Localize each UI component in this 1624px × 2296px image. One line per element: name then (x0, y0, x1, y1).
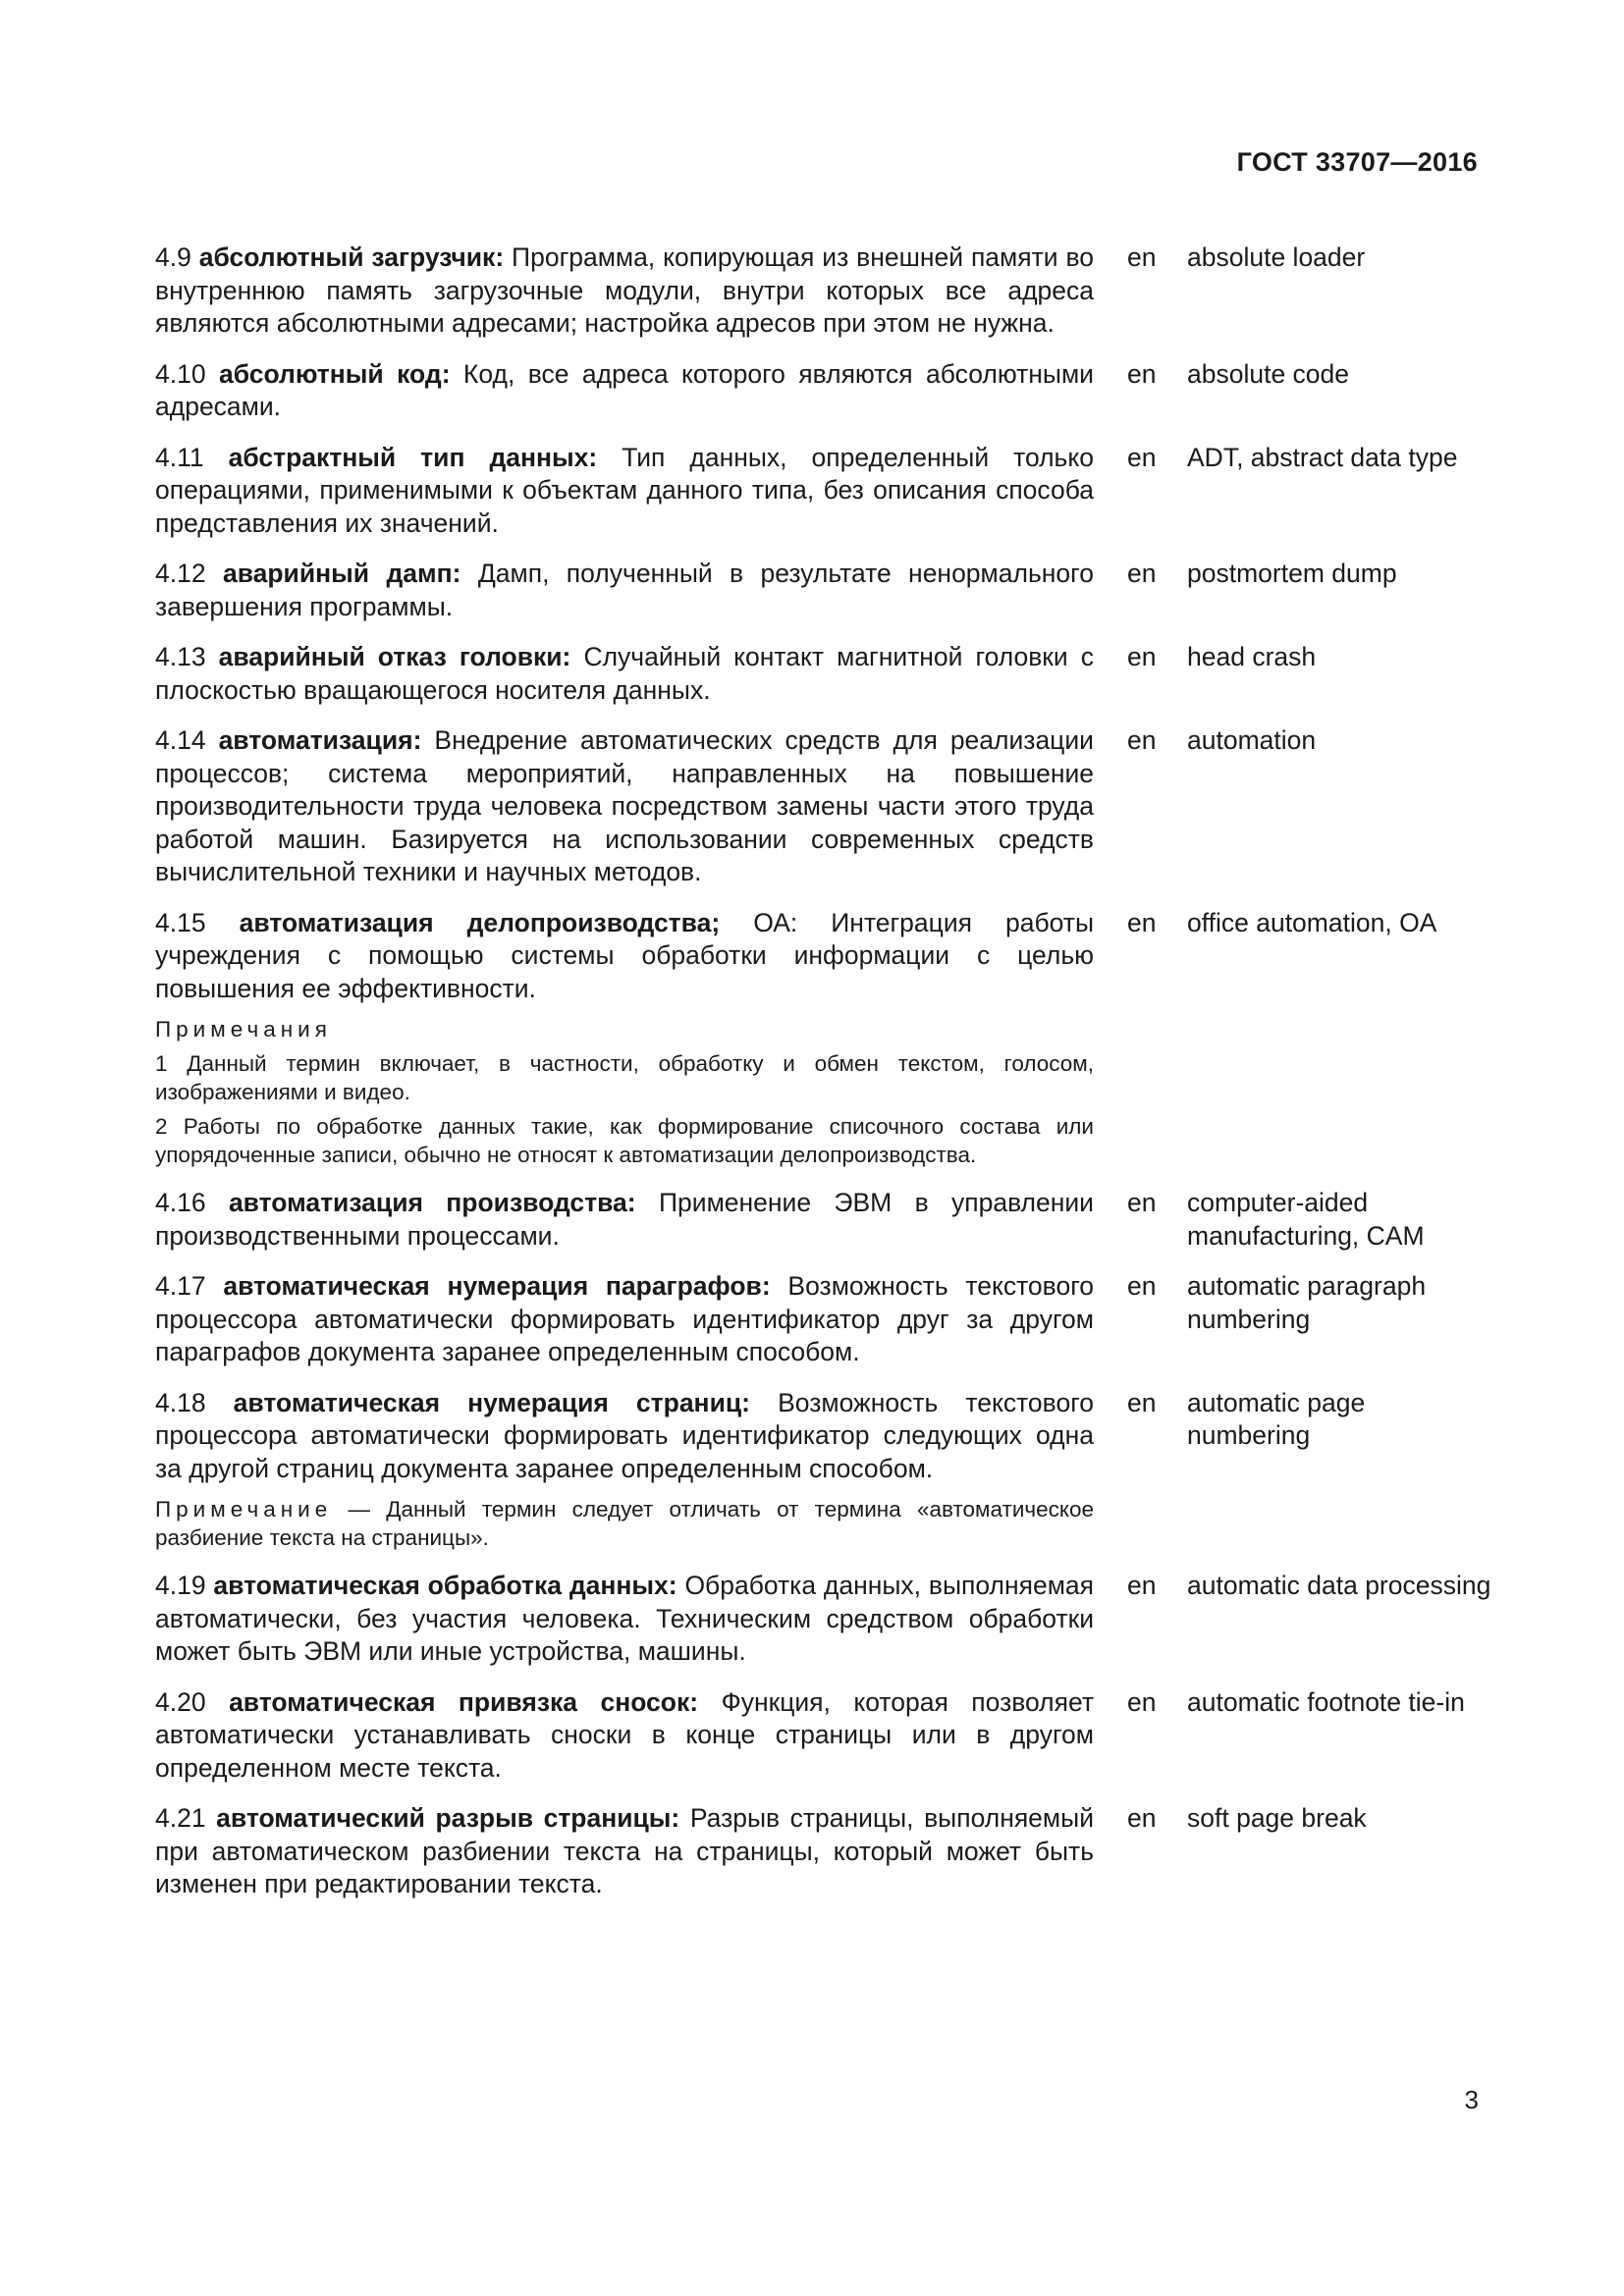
language-code: en (1127, 1686, 1157, 1717)
term-entry (155, 558, 1490, 623)
term-entry (155, 241, 1490, 341)
term-ru: автоматический разрыв страницы: (216, 1803, 680, 1833)
term-entry (155, 1686, 1490, 1786)
term-number: 4.21 (155, 1803, 206, 1833)
definition-text: Применение ЭВМ в управлении производственными процессами. (155, 1188, 1094, 1251)
term-definition (155, 241, 1094, 341)
term-english: postmortem dump (1187, 559, 1397, 588)
term-number: 4.14 (155, 725, 206, 755)
standard-header: ГОСТ 33707—2016 (1236, 147, 1478, 177)
term-english: absolute code (1187, 358, 1350, 389)
language-code: en (1127, 1571, 1157, 1600)
term-number: 4.12 (155, 559, 206, 588)
term-ru: автоматическая нумерация страниц: (233, 1387, 750, 1417)
term-definition (155, 1802, 1094, 1901)
language-code: en (1127, 1803, 1157, 1833)
term-ru: аварийный отказ головки: (218, 642, 571, 671)
definition-text: Функция, которая позволяет автоматически устанавливать сноски в конце страницы или в другом определенном месте текста. (155, 1686, 1094, 1783)
term-english: office automation, OA (1187, 907, 1437, 937)
note-block (155, 1495, 1094, 1552)
definition-text: Разрыв страницы, выполняемый при автоматическом разбиении текста на страницы, который может быть изменен при редактировании текста. (155, 1803, 1094, 1898)
term-definition (155, 358, 1094, 424)
language-code: en (1127, 725, 1157, 755)
term-number: 4.11 (155, 442, 204, 472)
term-entry (155, 442, 1490, 541)
definition-text: Возможность текстового процессора автоматически формировать идентификатор друг за другом параграфов документа заранее определенным способом. (155, 1271, 1095, 1366)
term-entry (155, 907, 1490, 1170)
definition-text: Тип данных, определенный только операциями, применимыми к объектам данного типа, без описания способа представления их значений. (155, 442, 1094, 538)
term-english: absolute loader (1187, 242, 1366, 272)
term-number: 4.15 (155, 907, 206, 937)
term-entry (155, 1802, 1490, 1901)
term-ru: абсолютный загрузчик: (198, 242, 505, 272)
language-code: en (1127, 1271, 1157, 1301)
term-entry (155, 358, 1490, 424)
definition-text: Программа, копирующая из внешней памяти во внутреннюю память загрузочные модули, внутри которых все адреса являются абсолютными адресами; настройка адресов при этом не нужна. (155, 242, 1094, 338)
term-english: ADT, abstract data type (1187, 442, 1458, 472)
term-ru: абсолютный код: (218, 358, 451, 389)
term-definition (155, 442, 1094, 541)
term-definition (155, 641, 1094, 707)
term-entry (155, 1187, 1490, 1253)
term-english: computer-aided manufacturing, CAM (1187, 1188, 1425, 1251)
term-definition (155, 1570, 1094, 1669)
term-number: 4.18 (155, 1387, 206, 1417)
term-number: 4.17 (155, 1271, 206, 1301)
language-code: en (1127, 358, 1157, 389)
term-english: automation (1187, 725, 1317, 755)
term-number: 4.20 (155, 1686, 206, 1717)
term-number: 4.16 (155, 1188, 206, 1217)
term-number: 4.9 (155, 242, 191, 272)
definition-text: ОА: Интеграция работы учреждения с помощью системы обработки информации с целью повышения ее эффективности. (155, 907, 1094, 1003)
term-english: automatic page numbering (1187, 1387, 1366, 1450)
term-english: soft page break (1187, 1803, 1367, 1833)
notes-heading: Примечания (155, 1017, 332, 1041)
note-text: — Данный термин следует отличать от термина «автоматическое разбиение текста на страницы». (155, 1497, 1094, 1550)
term-english: head crash (1187, 642, 1317, 671)
term-number: 4.13 (155, 642, 206, 671)
term-number: 4.10 (155, 358, 206, 389)
term-english: automatic data processing (1187, 1571, 1491, 1600)
language-code: en (1127, 907, 1157, 937)
term-english: automatic paragraph numbering (1187, 1271, 1427, 1334)
language-code: en (1127, 1387, 1157, 1417)
definition-text: Возможность текстового процессора автоматически формировать идентификатор следующих одна за другой страниц документа заранее определенным способом. (155, 1387, 1095, 1483)
definition-text: Случайный контакт магнитной головки с плоскостью вращающегося носителя данных. (155, 642, 1094, 705)
language-code: en (1127, 242, 1157, 272)
term-entry (155, 1270, 1490, 1369)
language-code: en (1127, 1188, 1157, 1217)
definition-text: Внедрение автоматических средств для реализации процессов; система мероприятий, направленных на повышение производительности труда человека посредством замены части этого труда работой машин. Базируется на использовании современных средств вычислительной техники и научных методов. (155, 725, 1094, 886)
term-ru: автоматизация делопроизводства; (239, 907, 721, 937)
term-entry (155, 641, 1490, 707)
definition-text: Код, все адреса которого являются абсолютными адресами. (155, 358, 1094, 421)
term-definition (155, 1187, 1094, 1253)
term-ru: автоматическая нумерация параграфов: (223, 1271, 771, 1301)
term-definition (155, 1270, 1094, 1369)
term-number: 4.19 (155, 1571, 206, 1600)
term-definition (155, 724, 1094, 889)
term-definition (155, 1387, 1094, 1486)
term-entry (155, 724, 1490, 889)
language-code: en (1127, 442, 1157, 472)
note-item: 2 Работы по обработке данных такие, как формирование списочного состава или упорядоченные записи, обычно не относят к автоматизации делопроизводства. (155, 1114, 1094, 1167)
term-ru: абстрактный тип данных: (228, 442, 598, 472)
term-definition (155, 907, 1094, 1006)
term-ru: аварийный дамп: (222, 559, 461, 588)
term-entries (155, 241, 1490, 1919)
definition-text: Дамп, полученный в результате ненормального завершения программы. (155, 559, 1094, 621)
term-english: automatic footnote tie-in (1187, 1686, 1465, 1717)
term-entry (155, 1570, 1490, 1669)
notes-block (155, 1015, 1094, 1169)
language-code: en (1127, 559, 1157, 588)
term-definition (155, 1686, 1094, 1786)
page-number: 3 (1464, 2085, 1479, 2114)
term-ru: автоматизация: (218, 725, 422, 755)
term-entry (155, 1387, 1490, 1553)
term-ru: автоматическая обработка данных: (213, 1571, 677, 1600)
note-item: 1 Данный термин включает, в частности, обработку и обмен текстом, голосом, изображениями и видео. (155, 1051, 1094, 1104)
term-ru: автоматическая привязка сносок: (229, 1686, 699, 1717)
note-item (155, 1495, 1094, 1552)
definition-text: Обработка данных, выполняемая автоматически, без участия человека. Техническим средством обработки может быть ЭВМ или иные устройства, машины. (155, 1571, 1094, 1666)
term-ru: автоматизация производства: (228, 1188, 636, 1217)
term-definition (155, 558, 1094, 623)
language-code: en (1127, 642, 1157, 671)
note-label: Примечание (155, 1497, 333, 1522)
